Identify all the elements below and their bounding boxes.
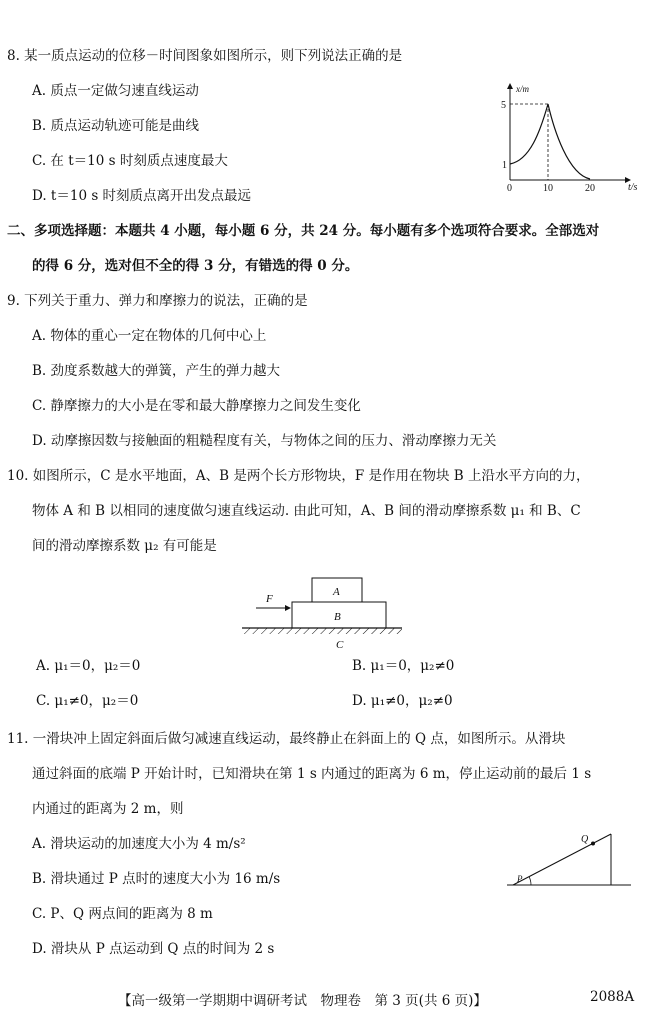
q11-option-c: C. P、Q 两点间的距离为 8 m [32, 906, 213, 922]
y-tick-1: 1 [502, 160, 507, 171]
x-tick-20: 20 [585, 183, 595, 192]
label-b: B [334, 611, 341, 623]
q11-option-d: D. 滑块从 P 点运动到 Q 点的时间为 2 s [32, 941, 275, 957]
q10-stem-line1: 10. 如图所示，C 是水平地面，A、B 是两个长方形物块，F 是作用在物块 B 上沿水平方向的力， [7, 468, 590, 484]
q11-option-a: A. 滑块运动的加速度大小为 4 m/s² [32, 836, 246, 852]
x-axis-label: t/s [628, 182, 638, 192]
q10-stem-line3: 间的滑动摩擦系数 μ₂ 有可能是 [32, 538, 217, 554]
x-tick-0: 0 [507, 183, 512, 192]
y-tick-5: 5 [501, 100, 506, 111]
q8-option-d: D. t＝10 s 时刻质点离开出发点最远 [32, 188, 252, 204]
q11-stem-line3: 内通过的距离为 2 m，则 [32, 801, 184, 817]
q10-option-c: C. μ₁≠0，μ₂＝0 [36, 693, 139, 709]
q8-stem: 8. 某一质点运动的位移－时间图象如图所示，则下列说法正确的是 [7, 48, 403, 64]
label-a: A [333, 586, 340, 598]
q10-blocks-figure [238, 572, 408, 652]
q9-stem: 9. 下列关于重力、弹力和摩擦力的说法，正确的是 [7, 293, 308, 309]
displacement-curve [510, 104, 590, 179]
label-c: C [336, 639, 344, 651]
q10-option-b: B. μ₁＝0，μ₂≠0 [352, 658, 455, 674]
q11-option-b: B. 滑块通过 P 点时的速度大小为 16 m/s [32, 871, 281, 887]
q10-option-a: A. μ₁＝0，μ₂＝0 [36, 658, 141, 674]
incline-angle-arc [529, 877, 531, 885]
q10-option-d: D. μ₁≠0，μ₂≠0 [352, 693, 453, 709]
section2-line1: 二、多项选择题：本题共 4 小题，每小题 6 分，共 24 分。每小题有多个选项符合要求。全部选对 [7, 223, 600, 239]
q9-option-c: C. 静摩擦力的大小是在零和最大静摩擦力之间发生变化 [32, 398, 361, 414]
q9-option-b: B. 劲度系数越大的弹簧，产生的弹力越大 [32, 363, 281, 379]
label-f: F [266, 593, 273, 605]
point-q-marker [591, 842, 595, 846]
q8-option-a: A. 质点一定做匀速直线运动 [32, 83, 199, 99]
q11-stem-line2: 通过斜面的底端 P 开始计时，已知滑块在第 1 s 内通过的距离为 6 m，停止运动前的最后 1 s [32, 766, 592, 782]
q11-stem-line1: 11. 一滑块冲上固定斜面后做匀减速直线运动，最终静止在斜面上的 Q 点，如图所示。从滑块 [7, 731, 566, 747]
incline-slope [513, 834, 611, 885]
q9-option-d: D. 动摩擦因数与接触面的粗糙程度有关，与物体之间的压力、滑动摩擦力无关 [32, 433, 497, 449]
section2-line2: 的得 6 分，选对但不全的得 3 分，有错选的得 0 分。 [32, 258, 359, 274]
q8-displacement-graph [490, 80, 640, 192]
x-tick-10: 10 [543, 183, 553, 192]
q9-option-a: A. 物体的重心一定在物体的几何中心上 [32, 328, 267, 344]
footer-title: 【高一级第一学期期中调研考试 物理卷 第 3 页(共 6 页)】 [118, 993, 487, 1009]
ground-hatching [242, 628, 402, 634]
q10-stem-line2: 物体 A 和 B 以相同的速度做匀速直线运动. 由此可知，A、B 间的滑动摩擦系数 μ₁ 和 B、C [32, 503, 581, 519]
q11-incline-figure [505, 828, 635, 890]
q8-option-c: C. 在 t＝10 s 时刻质点速度最大 [32, 153, 228, 169]
q8-option-b: B. 质点运动轨迹可能是曲线 [32, 118, 200, 134]
label-q: Q [581, 834, 589, 845]
label-p: P [517, 874, 523, 884]
footer-code: 2088A [590, 989, 635, 1005]
y-axis-label: x/m [516, 84, 529, 94]
